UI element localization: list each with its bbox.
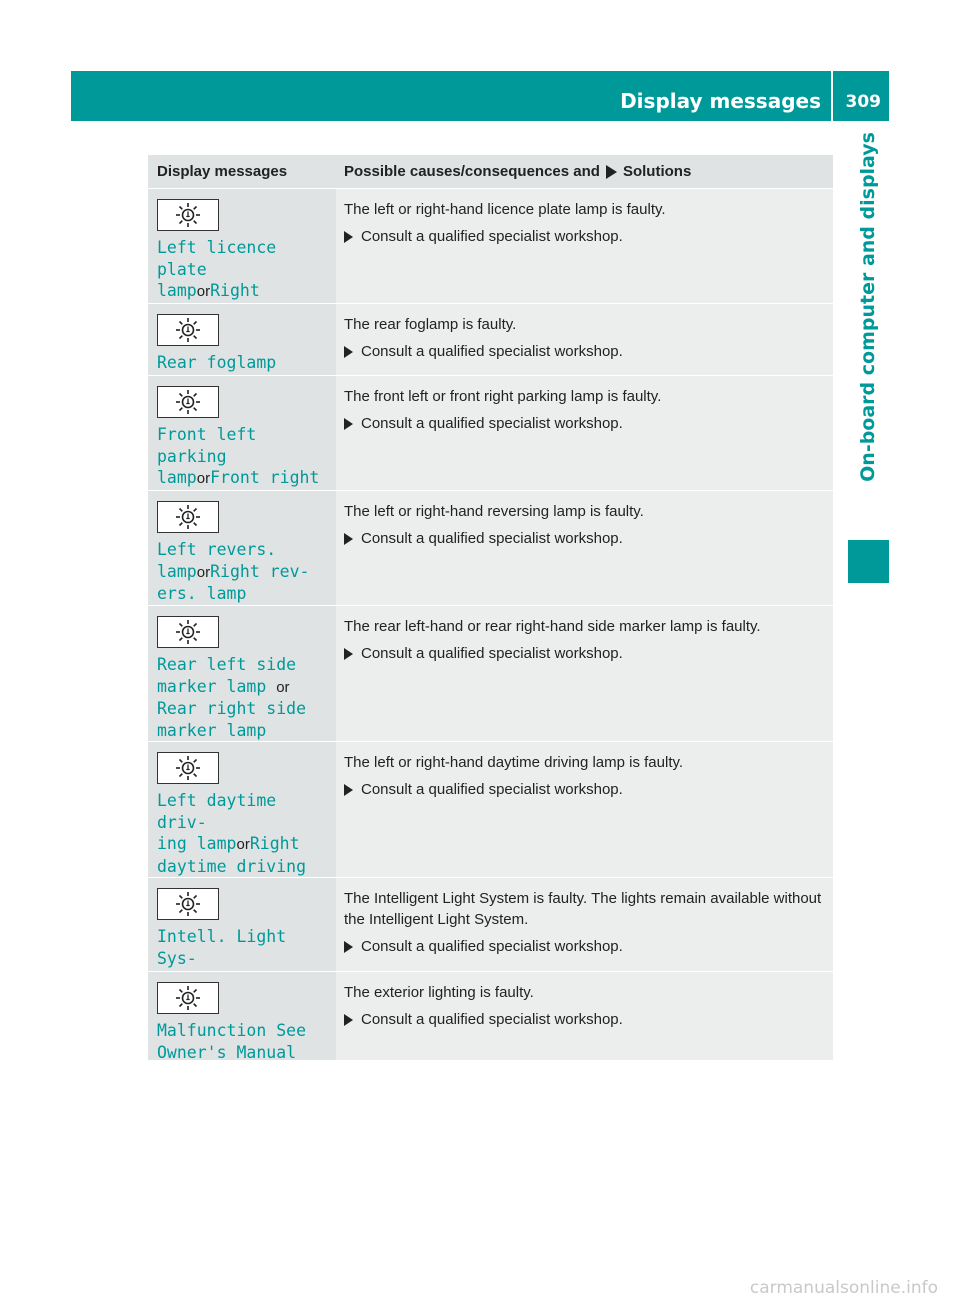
message-line: Right: [249, 834, 300, 853]
message-line: Owner's Manual: [157, 1042, 297, 1062]
action-text: Consult a qualified specialist workshop.: [361, 415, 623, 432]
message-cell: [148, 304, 336, 375]
message-line: lamp: [157, 468, 197, 487]
message-line: marker lamp: [157, 720, 267, 740]
exterior-lamp-icon: [157, 616, 219, 648]
message-line: Left revers.: [157, 540, 277, 559]
table-row: [148, 189, 833, 304]
message-line: lamp: [157, 281, 197, 300]
action-text: Consult a qualified specialist workshop.: [361, 530, 623, 547]
cause-text: The left or right-hand daytime driving lamp is faulty.: [344, 754, 684, 771]
action-arrow-icon: [344, 231, 353, 243]
chapter-tab-label: On-board computer and displays: [857, 132, 879, 482]
message-line: Right: [210, 281, 260, 300]
table-row: [148, 376, 833, 491]
play-arrow-icon: [606, 165, 617, 179]
page-header: [71, 71, 889, 121]
message-line: Front left parking: [157, 425, 257, 466]
action-arrow-icon: [344, 941, 353, 953]
message-line: ers. lamp: [157, 584, 247, 603]
message-cell: [148, 742, 336, 877]
action-text: Consult a qualified specialist workshop.: [361, 343, 623, 360]
exterior-lamp-icon: [157, 982, 219, 1014]
exterior-lamp-icon: [157, 888, 219, 920]
table-row: [148, 491, 833, 606]
cause-cell: [336, 491, 833, 605]
message-line: ing lamp: [157, 834, 237, 853]
action-item: [344, 1009, 823, 1030]
chapter-marker: [848, 540, 889, 583]
col-header-messages: Display messages: [157, 163, 288, 180]
action-arrow-icon: [344, 784, 353, 796]
action-item: [344, 779, 823, 800]
message-line: lamp: [157, 561, 197, 581]
display-messages-table: [148, 155, 833, 1061]
action-arrow-icon: [344, 418, 353, 430]
col-header-causes: [336, 155, 833, 188]
or-label: or: [196, 563, 211, 581]
exterior-lamp-icon: [157, 752, 219, 784]
watermark-text: carmanualsonline.info: [749, 1278, 938, 1298]
exterior-lamp-icon: [157, 386, 219, 418]
message-line: Left licence plate: [157, 238, 277, 279]
action-arrow-icon: [344, 648, 353, 660]
cause-cell: [336, 304, 833, 375]
action-item: [344, 341, 823, 362]
message-cell: [148, 189, 336, 303]
message-line: Left daytime driv‐: [157, 791, 277, 832]
chapter-tab: [848, 130, 889, 530]
action-arrow-icon: [344, 346, 353, 358]
exterior-lamp-icon: [157, 199, 219, 231]
message-line: Rear left side: [157, 655, 297, 674]
table-header: [148, 155, 833, 189]
section-title: Display messages: [620, 89, 821, 113]
action-text: Consult a qualified specialist workshop.: [361, 645, 623, 662]
cause-text: The left or right-hand reversing lamp is faulty.: [344, 503, 644, 520]
col-header-causes-label: Possible causes/consequences and: [344, 162, 600, 180]
table-row: [148, 878, 833, 972]
message-cell: [148, 972, 336, 1060]
message-cell: [148, 491, 336, 605]
col-header-solutions-label: Solutions: [622, 162, 692, 180]
action-item: [344, 936, 823, 957]
cause-cell: [336, 878, 833, 971]
table-row: [148, 972, 833, 1061]
cause-cell: [336, 972, 833, 1060]
action-text: Consult a qualified specialist workshop.: [361, 1011, 623, 1028]
action-item: [344, 528, 823, 549]
message-line: marker lamp: [157, 676, 267, 696]
message-cell: [148, 376, 336, 490]
action-item: [344, 643, 823, 664]
action-text: Consult a qualified specialist workshop.: [361, 938, 623, 955]
message-line: Rear foglamp: [157, 353, 277, 372]
or-label: or: [276, 678, 290, 696]
action-text: Consult a qualified specialist workshop.: [361, 781, 623, 798]
or-label: or: [196, 470, 211, 487]
cause-text: The left or right-hand licence plate lamp is faulty.: [344, 201, 666, 218]
exterior-lamp-icon: [157, 501, 219, 533]
message-line: Malfunction See: [157, 1021, 307, 1040]
cause-text: The Intelligent Light System is faulty. The lights remain available without the Intelligent Light System.: [344, 890, 822, 928]
action-arrow-icon: [344, 1014, 353, 1026]
cause-cell: [336, 189, 833, 303]
action-item: [344, 413, 823, 434]
cause-text: The rear foglamp is faulty.: [344, 316, 517, 333]
message-line: daytime driving: [157, 856, 307, 876]
message-line: Right rev‐: [210, 561, 310, 581]
or-label: or: [236, 836, 250, 853]
header-divider: [831, 71, 833, 121]
or-label: or: [196, 283, 211, 300]
exterior-lamp-icon: [157, 314, 219, 346]
cause-cell: [336, 376, 833, 490]
table-row: [148, 606, 833, 742]
message-cell: [148, 606, 336, 741]
cause-text: The rear left-hand or rear right-hand side marker lamp is faulty.: [344, 618, 761, 635]
cause-text: The exterior lighting is faulty.: [344, 984, 534, 1001]
cause-cell: [336, 606, 833, 741]
message-line: Intell. Light Sys‐: [157, 927, 287, 968]
action-text: Consult a qualified specialist workshop.: [361, 228, 623, 245]
message-line: Front right: [210, 468, 320, 487]
cause-text: The front left or front right parking lamp is faulty.: [344, 388, 662, 405]
cause-cell: [336, 742, 833, 877]
action-arrow-icon: [344, 533, 353, 545]
page-number: 309: [845, 92, 881, 112]
table-row: [148, 742, 833, 878]
message-line: Rear right side: [157, 699, 307, 718]
action-item: [344, 226, 823, 247]
message-cell: [148, 878, 336, 971]
table-row: [148, 304, 833, 376]
